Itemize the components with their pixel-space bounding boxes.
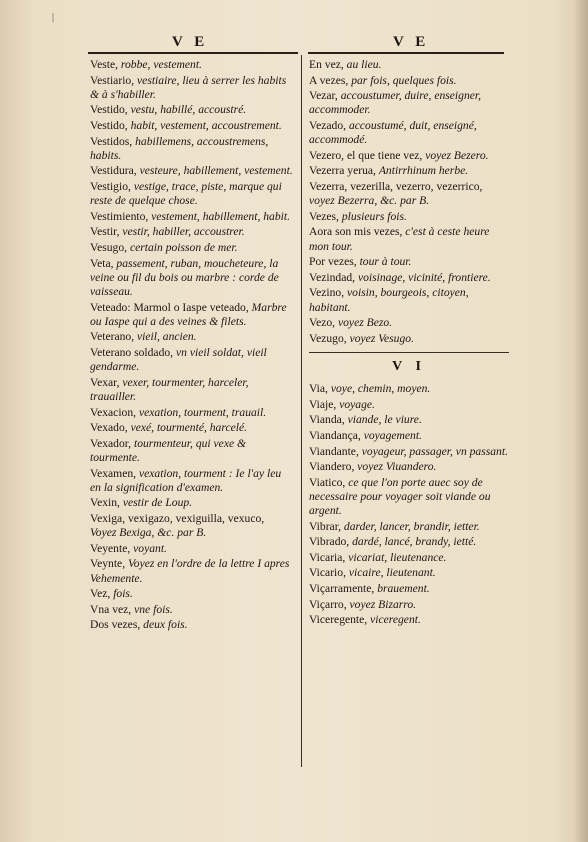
entry: Vibrado, dardé, lancé, brandy, ietté. xyxy=(309,535,477,549)
header-left: V E xyxy=(172,34,209,50)
top-rule-right xyxy=(308,52,504,54)
entry: Veynte, Voyez en l'ordre de la lettre I apres Vehemente. xyxy=(90,557,290,585)
entry: Viandança, voyagement. xyxy=(309,428,422,442)
entry: Vezugo, voyez Vesugo. xyxy=(309,331,414,345)
entry: Vezero, el que tiene vez, voyez Bezero. xyxy=(309,148,489,162)
margin-mark: | xyxy=(52,12,55,23)
entry: Por vezes, tour à tour. xyxy=(309,255,412,269)
entry: Viçarro, voyez Bizarro. xyxy=(309,597,417,611)
entry: Vexacion, vexation, tourment, trauail. xyxy=(90,405,267,419)
left-column xyxy=(90,58,293,634)
section-heading: V I xyxy=(309,352,509,374)
entry: Vestidura, vesteure, habillement, vestement. xyxy=(90,164,293,178)
entry: Veyente, voyant. xyxy=(90,541,167,555)
entry: Viçarramente, brauement. xyxy=(309,582,430,596)
entry: Vexar, vexer, tourmenter, harceler, trauailler. xyxy=(90,375,249,403)
column-divider xyxy=(301,55,302,767)
entry: Vez, fois. xyxy=(90,587,133,601)
entry: Vexin, vestir de Loup. xyxy=(90,496,193,510)
entry: Vestido, habit, vestement, accoustrement. xyxy=(90,118,282,132)
entry: Dos vezes, deux fois. xyxy=(90,618,188,632)
entry: Veta, passement, ruban, moucheteure, la veine ou fil du bois ou marbre : corde de vaisseau. xyxy=(90,256,279,298)
entry: Vestiario, vestiaire, lieu à serrer les habits & à s'habiller. xyxy=(90,73,287,101)
page-edge-shadow xyxy=(574,0,588,842)
entry: A vezes, par fois, quelques fois. xyxy=(309,73,457,87)
entry: Veteado: Marmol o Iaspe veteado, Marbre ou Iaspe qui a des veines & filets. xyxy=(90,300,287,328)
entry: Vezerra yerua, Antirrhinum herbe. xyxy=(309,164,469,178)
entry: Vezindad, voisinage, vicinité, frontiere. xyxy=(309,270,491,284)
entry: Vestir, vestir, habiller, accoustrer. xyxy=(90,225,245,239)
entry: Vna vez, vne fois. xyxy=(90,602,173,616)
entry: Vezo, voyez Bezo. xyxy=(309,316,393,330)
header-right: V E xyxy=(393,34,430,50)
entry: Vestidos, habillemens, accoustremens, habits. xyxy=(90,134,269,162)
entry: En vez, au lieu. xyxy=(309,58,382,71)
entry: Viatico, ce que l'on porte auec soy de necessaire pour voyager soit viande ou argent. xyxy=(309,475,491,518)
entry: Vexamen, vexation, tourment : Ie l'ay leu en la signification d'examen. xyxy=(90,466,282,494)
entry: Veterano soldado, vn vieil soldat, vieil gendarme. xyxy=(90,345,267,374)
entry: Vestigio, vestige, trace, piste, marque qui reste de quelque chose. xyxy=(90,179,282,208)
entry: Viandero, voyez Viuandero. xyxy=(309,460,437,474)
entry: Vexador, tourmenteur, qui vexe & tourmente. xyxy=(90,436,247,464)
entry: Vexado, vexé, tourmenté, harcelé. xyxy=(90,421,247,435)
entry: Viandante, voyageur, passager, vn passant. xyxy=(309,444,508,458)
entry: Vicario, vicaire, lieutenant. xyxy=(309,566,436,580)
entry: Vezes, plusieurs fois. xyxy=(309,209,407,223)
entry: Vexiga, vexigazo, vexiguilla, vexuco, Voyez Bexiga, &c. par B. xyxy=(90,511,265,540)
entry: Vianda, viande, le viure. xyxy=(309,413,422,427)
entry: Vestimiento, vestement, habillement, habit. xyxy=(90,209,290,223)
entry: Veterano, vieil, ancien. xyxy=(90,330,197,344)
entry: Via, voye, chemin, moyen. xyxy=(309,382,431,396)
entry: Aora son mis vezes, c'est à ceste heure mon tour. xyxy=(309,225,490,253)
entry: Vestido, vestu, habillé, accoustré. xyxy=(90,103,247,117)
entry: Viceregente, viceregent. xyxy=(309,613,421,627)
entry: Vesugo, certain poisson de mer. xyxy=(90,240,238,254)
entry: Vibrar, darder, lancer, brandir, ietter. xyxy=(309,519,480,533)
entry: Veste, robbe, vestement. xyxy=(90,58,202,71)
top-rule-left xyxy=(88,52,298,54)
right-column xyxy=(309,58,509,629)
entry: Vezino, voisin, bourgeois, citoyen, habitant. xyxy=(309,286,469,314)
entry: Vicaria, vicariat, lieutenance. xyxy=(309,550,447,564)
entry: Vezado, accoustumé, duit, enseigné, accommodé. xyxy=(309,118,477,147)
entry: Vezerra, vezerilla, vezerro, vezerrico, voyez Bezerra, &c. par B. xyxy=(309,179,483,208)
entry: Viaje, voyage. xyxy=(309,397,375,411)
entry: Vezar, accoustumer, duire, enseigner, accommoder. xyxy=(309,89,482,117)
